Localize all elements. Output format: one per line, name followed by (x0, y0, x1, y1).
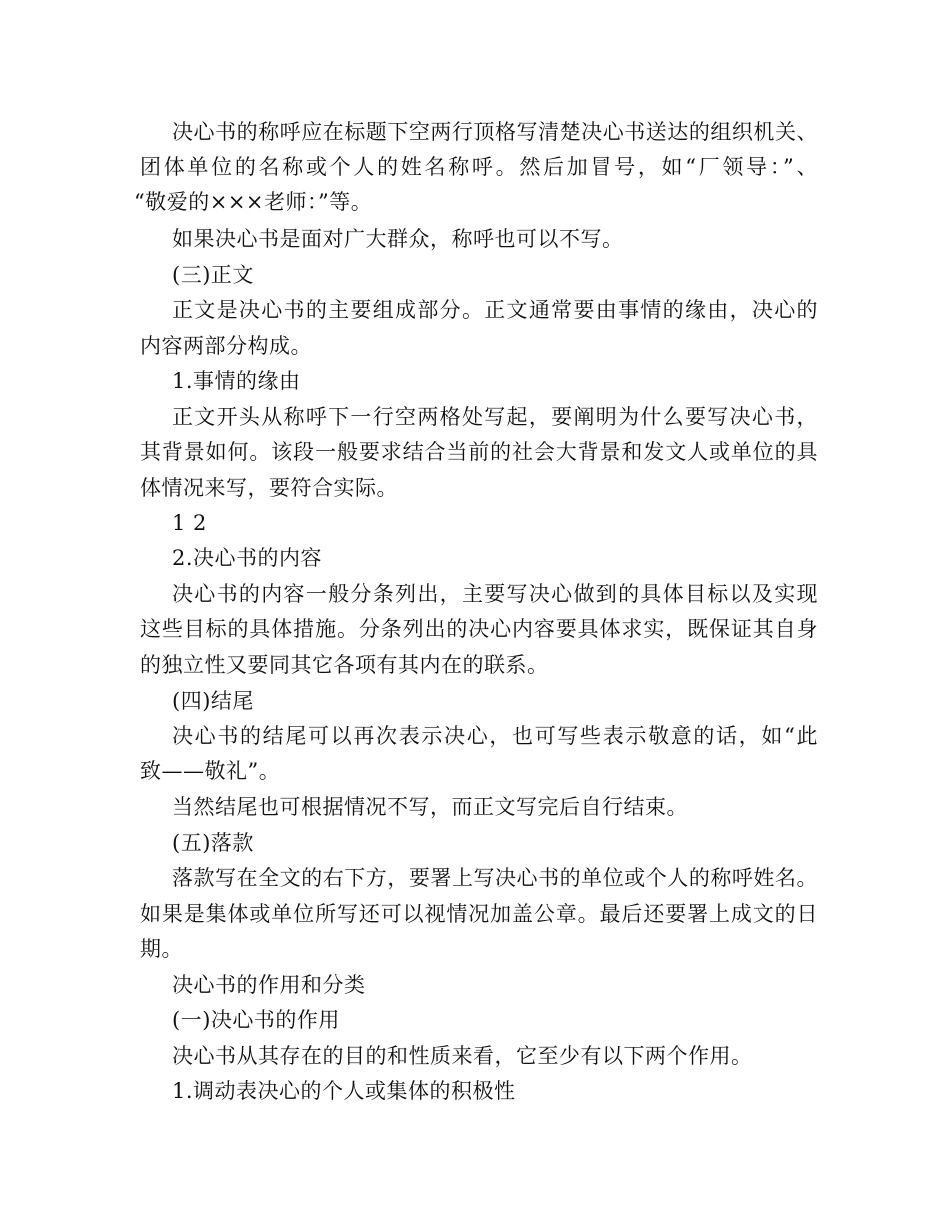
paragraph-line: 决心书的内容一般分条列出，主要写决心做到的具体目标以及实现 (172, 582, 818, 606)
page-number-marker: 1 2 (172, 511, 207, 535)
paragraph-line: 当然结尾也可根据情况不写，而正文写完后自行结束。 (172, 795, 688, 819)
chapter-heading: 决心书的作用和分类 (172, 973, 366, 997)
paragraph-line: 如果是集体或单位所写还可以视情况加盖公章。最后还要署上成文的日 (140, 902, 818, 926)
paragraph-line: 内容两部分构成。 (140, 334, 312, 358)
section-heading: (一)决心书的作用 (172, 1008, 340, 1032)
paragraph-line: 致——敬礼”。 (140, 759, 281, 783)
paragraph-line: 决心书的结尾可以再次表示决心，也可写些表示敬意的话，如“此 (172, 724, 818, 748)
paragraph-line: 这些目标的具体措施。分条列出的决心内容要具体求实，既保证其自身 (140, 617, 818, 641)
paragraph-line: 落款写在全文的右下方，要署上写决心书的单位或个人的称呼姓名。 (172, 866, 818, 890)
paragraph-line: 正文开头从称呼下一行空两格处写起，要阐明为什么要写决心书， (172, 405, 818, 429)
subsection-heading: 1.调动表决心的个人或集体的积极性 (172, 1079, 516, 1103)
section-heading: (三)正文 (172, 263, 254, 287)
paragraph-line: 正文是决心书的主要组成部分。正文通常要由事情的缘由，决心的 (172, 298, 818, 322)
paragraph-line: 决心书的称呼应在标题下空两行顶格写清楚决心书送达的组织机关、 (172, 120, 818, 144)
section-heading: (四)结尾 (172, 689, 254, 713)
paragraph-line: 决心书从其存在的目的和性质来看，它至少有以下两个作用。 (172, 1044, 753, 1068)
paragraph-line: 其背景如何。该段一般要求结合当前的社会大背景和发文人或单位的具 (140, 440, 818, 464)
section-heading: (五)落款 (172, 831, 254, 855)
subsection-heading: 2.决心书的内容 (172, 546, 323, 570)
paragraph-line: 的独立性又要同其它各项有其内在的联系。 (140, 653, 549, 677)
paragraph-line: 期。 (140, 937, 183, 961)
paragraph-line: “敬爱的×××老师：”等。 (134, 190, 373, 214)
paragraph-line: 团体单位的名称或个人的姓名称呼。然后加冒号，如“厂领导：”、 (140, 155, 818, 179)
paragraph-line: 如果决心书是面对广大群众，称呼也可以不写。 (172, 227, 624, 251)
paragraph-line: 体情况来写，要符合实际。 (140, 476, 398, 500)
subsection-heading: 1.事情的缘由 (172, 369, 301, 393)
